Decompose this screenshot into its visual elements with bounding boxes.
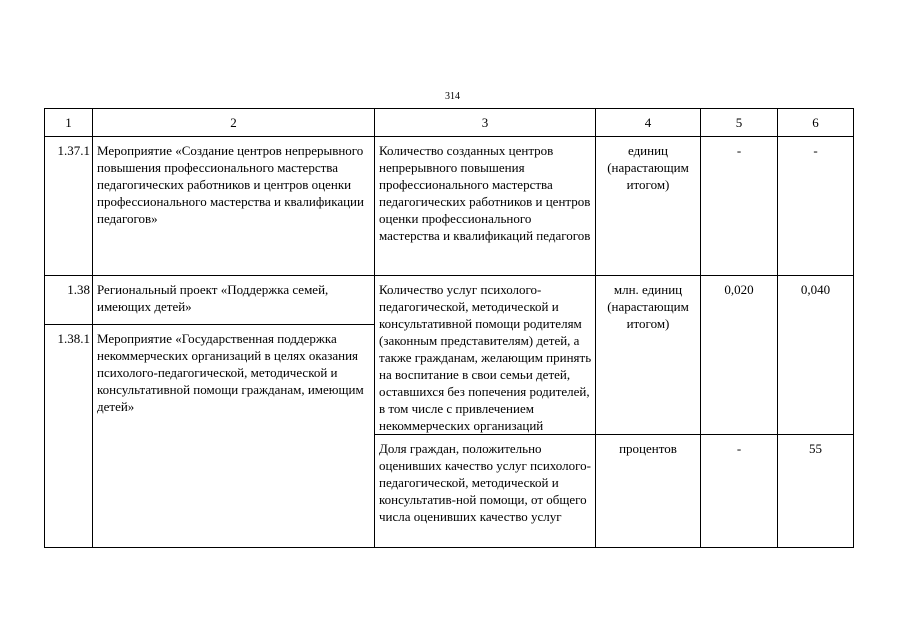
event-name-cell: Мероприятие «Создание центров непрерывного повышения профессионального мастерства педагогических работников и центров оценки профессионального мастерства и квалификации педагогов» bbox=[93, 137, 375, 276]
header-cell: 1 bbox=[45, 109, 93, 137]
table-row bbox=[45, 137, 854, 276]
header-cell: 3 bbox=[375, 109, 596, 137]
value-col5-cell: 0,020 bbox=[701, 276, 778, 435]
header-cell: 5 bbox=[701, 109, 778, 137]
row-number-cell: 1.38.1 bbox=[45, 325, 93, 548]
page-number: 314 bbox=[445, 91, 460, 102]
value-col5-cell: - bbox=[701, 137, 778, 276]
indicators-table bbox=[44, 108, 854, 548]
row-number-cell: 1.38 bbox=[45, 276, 93, 325]
indicator-cell: Количество созданных центров непрерывного повышения профессионального мастерства педагогических работников и центров оценки профессионального мастерства и квалификаций педагогов bbox=[375, 137, 596, 276]
table-row bbox=[45, 276, 854, 325]
indicator-cell: Количество услуг психолого-педагогической, методической и консультативной помощи родителям (законным представителям) детей, а также гражданам, желающим принять на воспитание в свои семьи детей, оставшихся без попечения родителей, в том числе с привлечением некоммерческих организаций bbox=[375, 276, 596, 435]
header-cell: 4 bbox=[596, 109, 701, 137]
table-header-row bbox=[45, 109, 854, 137]
indicator-cell: Доля граждан, положительно оценивших качество услуг психолого-педагогической, методической и консультатив-ной помощи, от общего числа оценивших качество услуг bbox=[375, 435, 596, 548]
header-cell: 6 bbox=[778, 109, 854, 137]
value-col5-cell: - bbox=[701, 435, 778, 548]
value-col6-cell: 55 bbox=[778, 435, 854, 548]
value-col6-cell: - bbox=[778, 137, 854, 276]
event-name-cell: Мероприятие «Государственная поддержка некоммерческих организаций в целях оказания психолого-педагогической, методической и консультативной помощи гражданам, имеющим детей» bbox=[93, 325, 375, 548]
header-cell: 2 bbox=[93, 109, 375, 137]
unit-cell: процентов bbox=[596, 435, 701, 548]
unit-cell: единиц (нарастающим итогом) bbox=[596, 137, 701, 276]
unit-cell: млн. единиц (нарастающим итогом) bbox=[596, 276, 701, 435]
row-number-cell: 1.37.1 bbox=[45, 137, 93, 276]
event-name-cell: Региональный проект «Поддержка семей, имеющих детей» bbox=[93, 276, 375, 325]
value-col6-cell: 0,040 bbox=[778, 276, 854, 435]
